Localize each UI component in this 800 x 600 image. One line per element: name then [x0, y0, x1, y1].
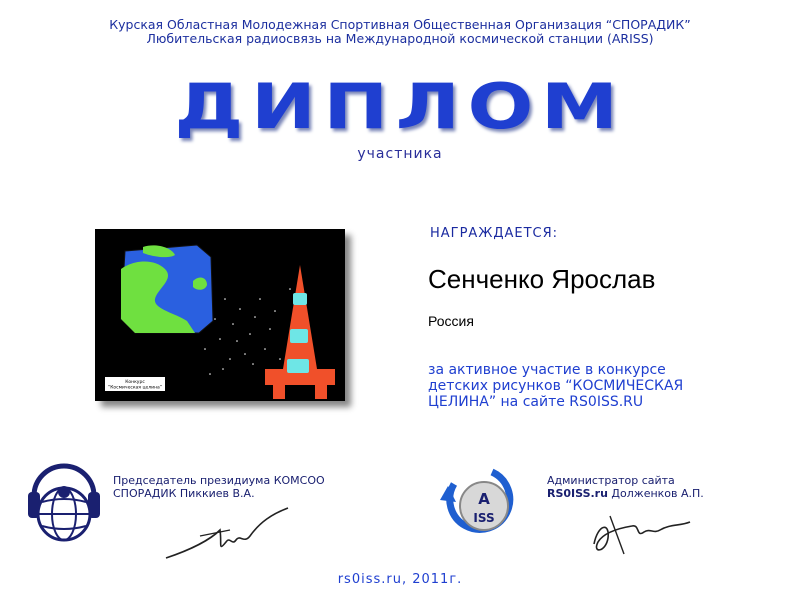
ariss-logo — [432, 464, 522, 544]
recipient-name: Сенченко Ярослав — [428, 264, 656, 294]
site-name: RS0ISS.ru — [547, 487, 608, 500]
right-signatory-line2 — [547, 487, 704, 500]
left-signatory-line2: СПОРАДИК Пиккиев В.А. — [113, 487, 255, 500]
header-ariss: Любительская радиосвязь на Международной космической станции (ARISS) — [146, 31, 654, 46]
diploma-title: ДИПЛОМ — [174, 70, 626, 143]
right-signatory-name: Долженков А.П. — [607, 487, 704, 500]
right-signatory — [547, 474, 704, 500]
left-signatory — [113, 474, 325, 500]
ariss-logo-bottom: ISS — [473, 511, 495, 525]
award-reason-line: ЦЕЛИНА” на сайте RS0ISS.RU — [428, 394, 644, 410]
award-reason-line: за активное участие в конкурсе — [428, 362, 666, 378]
award-reason-line: детских рисунков “КОСМИЧЕСКАЯ — [428, 378, 684, 394]
planet — [121, 245, 213, 333]
right-signature — [580, 504, 700, 564]
recipient-country: Россия — [428, 313, 474, 329]
left-signatory-line1: Председатель президиума КОМСОО — [113, 474, 325, 487]
award-reason — [428, 362, 778, 410]
diploma-subtitle: участника — [357, 146, 443, 162]
ariss-logo-top: A — [478, 490, 490, 508]
header-org: Курская Областная Молодежная Спортивная Общественная Организация “СПОРАДИК” — [109, 17, 691, 32]
child-drawing — [95, 229, 345, 401]
right-signatory-line1: Администратор сайта — [547, 474, 675, 487]
drawing-caption-2: “Космическая целина” — [107, 385, 163, 391]
drawing-caption-1: Конкурс — [125, 380, 145, 385]
footer-site-year: rs0iss.ru, 2011г. — [337, 572, 463, 587]
awarded-label: НАГРАЖДАЕТСЯ: — [430, 226, 559, 241]
left-signature — [160, 500, 300, 570]
sporadik-logo — [24, 462, 104, 552]
